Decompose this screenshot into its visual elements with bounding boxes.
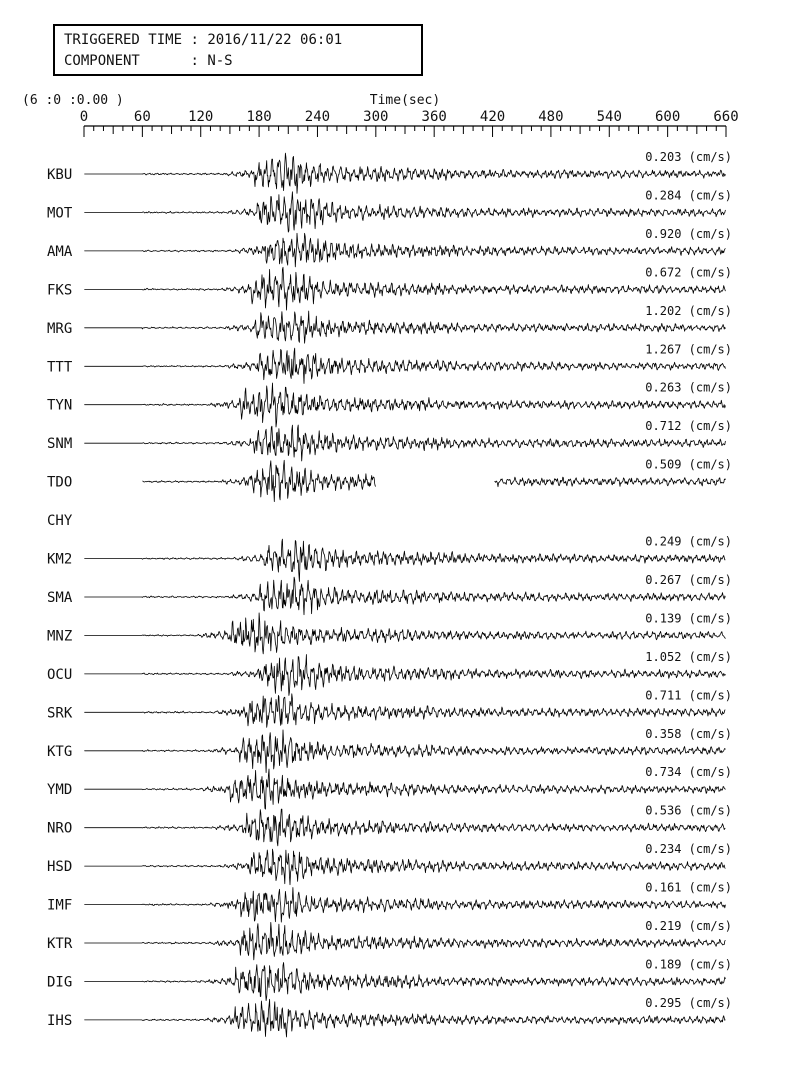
max-amplitude-label: 0.161 (cm/s) — [645, 880, 732, 895]
station-label: TDO — [47, 474, 73, 491]
station-label: KM2 — [47, 551, 73, 568]
max-amplitude-label: 0.536 (cm/s) — [645, 803, 732, 818]
triggered-time-value: 2016/11/22 06:01 — [207, 32, 343, 48]
station-row-ama — [47, 227, 732, 267]
x-tick-label: 300 — [363, 109, 389, 125]
max-amplitude-label: 0.295 (cm/s) — [645, 995, 732, 1010]
max-amplitude-label: 0.920 (cm/s) — [645, 226, 732, 241]
station-label: FKS — [47, 282, 73, 299]
max-amplitude-label: 0.672 (cm/s) — [645, 265, 732, 280]
max-amplitude-label: 0.219 (cm/s) — [645, 919, 732, 933]
station-label: TYN — [47, 397, 73, 414]
waveform-trace — [85, 694, 726, 728]
waveform-trace — [85, 769, 726, 809]
station-row-fks — [47, 265, 732, 310]
station-label: CHY — [47, 513, 73, 530]
waveform-trace — [495, 477, 726, 487]
waveform-trace — [85, 963, 726, 1001]
station-label: YMD — [47, 782, 73, 799]
station-label: NRO — [47, 820, 73, 837]
x-tick-label: 0 — [79, 109, 89, 125]
waveform-trace — [85, 888, 726, 923]
triggered-time-separator: : — [190, 32, 199, 48]
waveform-trace — [85, 192, 726, 232]
waveform-trace — [85, 383, 726, 427]
station-label: IMF — [47, 897, 73, 914]
station-row-ymd — [47, 765, 732, 809]
station-row-ktr — [47, 919, 732, 960]
station-label: KBU — [47, 167, 73, 183]
station-label: MRG — [47, 320, 73, 337]
time-axis — [80, 109, 739, 137]
waveform-trace — [85, 425, 726, 461]
station-row-chy — [47, 513, 73, 529]
max-amplitude-label: 0.203 (cm/s) — [645, 150, 732, 164]
station-row-snm — [47, 419, 732, 461]
station-label: OCU — [47, 666, 73, 683]
station-row-kbu — [47, 150, 732, 193]
station-label: MNZ — [47, 628, 73, 645]
max-amplitude-label: 1.052 (cm/s) — [645, 649, 732, 664]
station-row-dig — [47, 957, 732, 1000]
station-row-ihs — [47, 996, 732, 1037]
station-label: TTT — [47, 359, 73, 376]
waveform-trace — [85, 539, 726, 581]
waveform-trace — [85, 267, 726, 310]
max-amplitude-label: 0.358 (cm/s) — [645, 726, 732, 741]
station-row-ocu — [47, 650, 732, 696]
station-row-tdo — [47, 458, 732, 502]
station-row-hsd — [47, 842, 732, 885]
x-tick-label: 600 — [654, 109, 681, 125]
waveform-trace — [85, 655, 726, 696]
component-label: COMPONENT — [64, 53, 140, 69]
waveform-trace — [85, 999, 726, 1037]
x-tick-label: 60 — [133, 109, 151, 125]
station-label: DIG — [47, 974, 73, 991]
max-amplitude-label: 0.234 (cm/s) — [645, 842, 732, 857]
waveform-trace — [85, 577, 726, 615]
station-row-ktg — [47, 727, 732, 773]
max-amplitude-label: 0.139 (cm/s) — [645, 611, 732, 626]
station-row-km2 — [47, 535, 732, 582]
station-label: AMA — [47, 243, 73, 260]
station-row-nro — [47, 804, 732, 846]
waveform-trace — [85, 730, 726, 773]
waveform-trace — [85, 922, 726, 960]
x-tick-label: 360 — [421, 109, 447, 125]
station-row-ttt — [47, 342, 732, 383]
max-amplitude-label: 0.734 (cm/s) — [645, 765, 732, 780]
x-tick-label: 180 — [246, 109, 272, 125]
x-tick-label: 120 — [188, 109, 214, 125]
station-row-tyn — [47, 381, 732, 427]
x-tick-label: 660 — [713, 109, 739, 125]
station-row-mrg — [47, 304, 732, 343]
station-label: KTG — [47, 743, 73, 760]
component-value: N-S — [207, 53, 233, 69]
max-amplitude-label: 0.189 (cm/s) — [645, 957, 732, 972]
max-amplitude-label: 0.267 (cm/s) — [645, 572, 732, 587]
x-tick-label: 240 — [304, 109, 331, 125]
station-label: MOT — [47, 205, 73, 222]
waveform-trace — [85, 153, 726, 193]
origin-time-label: (6 :0 :0.00 ) — [22, 93, 124, 108]
max-amplitude-label: 1.202 (cm/s) — [645, 303, 732, 318]
station-row-mot — [47, 188, 732, 232]
station-label: IHS — [47, 1012, 73, 1029]
triggered-time-label: TRIGGERED TIME — [64, 32, 183, 48]
max-amplitude-label: 0.284 (cm/s) — [645, 188, 732, 203]
waveform-trace — [85, 849, 726, 885]
max-amplitude-label: 1.267 (cm/s) — [645, 342, 732, 357]
max-amplitude-label: 0.711 (cm/s) — [645, 688, 732, 703]
waveform-trace — [85, 233, 726, 266]
station-label: HSD — [47, 859, 73, 876]
waveform-trace — [85, 809, 726, 846]
max-amplitude-label: 0.249 (cm/s) — [645, 534, 732, 549]
waveform-trace — [85, 348, 726, 383]
station-row-mnz — [47, 611, 732, 653]
waveform-trace — [85, 311, 726, 343]
station-row-imf — [47, 881, 732, 923]
max-amplitude-label: 0.509 (cm/s) — [645, 457, 732, 472]
x-tick-label: 420 — [479, 109, 506, 125]
x-tick-label: 540 — [596, 109, 622, 125]
station-row-srk — [47, 688, 732, 727]
component-separator: : — [190, 53, 199, 69]
max-amplitude-label: 0.263 (cm/s) — [645, 380, 732, 395]
max-amplitude-label: 0.712 (cm/s) — [645, 419, 732, 434]
station-label: KTR — [47, 936, 73, 952]
waveform-trace — [142, 460, 375, 501]
station-label: SNM — [47, 436, 73, 453]
station-row-sma — [47, 573, 732, 615]
traces-group — [47, 150, 732, 1037]
station-label: SRK — [47, 705, 73, 722]
station-label: SMA — [47, 589, 73, 606]
x-tick-label: 480 — [538, 109, 564, 125]
waveform-trace — [85, 613, 726, 654]
x-axis-title: Time(sec) — [369, 93, 441, 108]
